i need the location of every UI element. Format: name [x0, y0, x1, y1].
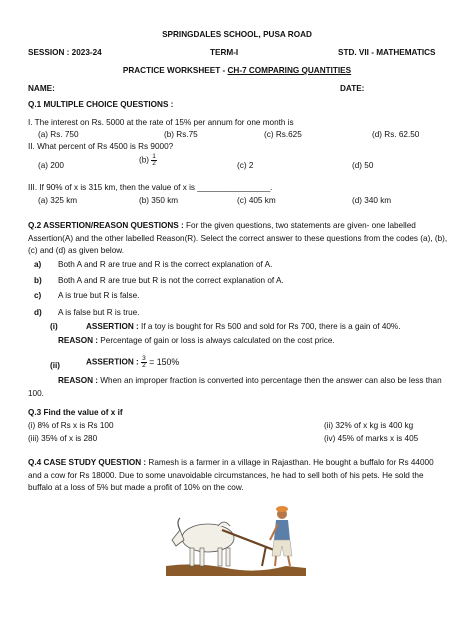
q1-item-1-option-b: (b) Rs.75: [164, 130, 198, 139]
ar-1-number: (i): [50, 322, 58, 331]
q1-item-3-option-d: (d) 340 km: [352, 196, 392, 205]
bullock-horn: [178, 518, 180, 530]
q1-item-2-option-b-label: (b): [139, 155, 150, 165]
q2-intro: [28, 220, 448, 258]
code-c-key: c): [34, 291, 42, 300]
q3-item-1: (i) 8% of Rs x is Rs 100: [28, 421, 114, 430]
ar-1-reason: [58, 336, 335, 346]
bullock-leg: [218, 548, 222, 566]
ar-2-fraction-numerator: 3: [142, 355, 146, 362]
bullock-hump: [218, 522, 230, 526]
farmer-turban: [276, 506, 288, 512]
ar-2-fraction-denominator: 2: [142, 362, 146, 369]
ar-2-number: (ii): [50, 361, 61, 370]
code-c-text: A is true but R is false.: [58, 291, 140, 300]
farmer-ploughing-illustration: [166, 496, 306, 576]
farmer-dhoti: [272, 540, 292, 556]
term: TERM-I: [210, 48, 239, 57]
plough-share: [262, 546, 266, 566]
code-a-text: Both A and R are true and R is the correct explanation of A.: [58, 260, 273, 269]
ar-2-reason-label: REASON :: [58, 376, 99, 385]
q4-heading: Q.4 CASE STUDY QUESTION :: [28, 458, 147, 467]
q1-item-2-option-a: (a) 200: [38, 161, 64, 170]
q1-item-3-option-b: (b) 350 km: [139, 196, 179, 205]
date-label: DATE:: [340, 84, 365, 93]
soil: [166, 564, 306, 576]
code-d-text: A is false but R is true.: [58, 308, 140, 317]
fraction-numerator: 1: [152, 153, 156, 160]
ar-1-reason-text: Percentage of gain or loss is always calculated on the cost price.: [98, 336, 335, 345]
q4-text: Ramesh is a farmer in a village in Rajasthan. He bought a buffalo for Rs 44000 and a cow for Rs 18000. Due to some unavoidable circumstances, he had to sell both of his pets. He sold the buffalo at a loss of 5% but made a profit of 10% on the cow.: [28, 458, 434, 492]
q1-item-3-option-c: (c) 405 km: [237, 196, 276, 205]
code-b-text: Both A and R are true but R is not the correct explanation of A.: [58, 276, 284, 285]
farmer-shirt: [274, 520, 290, 540]
ar-1-assertion: [86, 322, 400, 332]
q1-item-2-option-d: (d) 50: [352, 161, 374, 170]
code-d-key: d): [34, 308, 42, 317]
fraction: [151, 154, 157, 167]
q1-item-1-option-a: (a) Rs. 750: [38, 130, 79, 139]
farmer-leg: [275, 556, 276, 566]
q3-item-2: (ii) 32% of x kg is 400 kg: [324, 421, 414, 430]
code-a-key: a): [34, 260, 42, 269]
ar-2-reason-text: When an improper fraction is converted into percentage then the answer can also be less than 100.: [28, 376, 442, 398]
q4-case-study: [28, 457, 448, 495]
worksheet-title: [0, 66, 474, 76]
bullock-leg: [226, 548, 230, 566]
q1-item-1-option-c: (c) Rs.625: [264, 130, 302, 139]
q2-intro-text: For the given questions, two statements are given- one labelled Assertion(A) and the other labelled Reason(R). Select the correct answer to these questions from the codes (a), (b), (c) and (d) as given below.: [28, 221, 448, 255]
q1-item-1-option-d: (d) Rs. 62.50: [372, 130, 420, 139]
ar-1-assertion-text: If a toy is bought for Rs 500 and sold for Rs 700, there is a gain of 40%.: [138, 322, 401, 331]
standard-subject: STD. VII - MATHEMATICS: [338, 48, 436, 57]
q3-item-3: (iii) 35% of x is 280: [28, 434, 98, 443]
ar-1-reason-label: REASON :: [58, 336, 99, 345]
name-label: NAME:: [28, 84, 55, 93]
q1-item-1-stem: I. The interest on Rs. 5000 at the rate of 15% per annum for one month is: [28, 118, 294, 127]
q1-item-2-option-c: (c) 2: [237, 161, 254, 170]
q1-item-2-option-b: [139, 154, 157, 167]
session: SESSION : 2023-24: [28, 48, 102, 57]
q1-item-3-option-a: (a) 325 km: [38, 196, 78, 205]
q1-item-2-stem: II. What percent of Rs 4500 is Rs 9000?: [28, 142, 174, 151]
fraction-denominator: 2: [152, 160, 156, 167]
ar-2-assertion-label: ASSERTION :: [86, 357, 139, 367]
bullock-leg: [190, 548, 194, 566]
bullock-head: [172, 530, 184, 546]
code-b-key: b): [34, 276, 42, 285]
ar-2-assertion-text: = 150%: [146, 357, 180, 367]
q1-heading: Q.1 MULTIPLE CHOICE QUESTIONS :: [28, 100, 174, 109]
worksheet-chapter: CH-7 COMPARING QUANTITIES: [227, 66, 352, 75]
ar-1-assertion-label: ASSERTION :: [86, 322, 139, 331]
q3-item-4: (iv) 45% of marks x is 405: [324, 434, 419, 443]
ar-2-assertion: [86, 356, 179, 369]
bullock-leg: [200, 548, 204, 566]
school-name: SPRINGDALES SCHOOL, PUSA ROAD: [162, 30, 312, 39]
worksheet-prefix: PRACTICE WORKSHEET -: [122, 66, 228, 75]
farmer-leg: [288, 556, 290, 566]
ar-2-reason: [28, 375, 448, 400]
q1-item-3-stem: III. If 90% of x is 315 km, then the value of x is ________________.: [28, 183, 273, 192]
q3-heading: Q.3 Find the value of x if: [28, 408, 123, 417]
q2-heading: Q.2 ASSERTION/REASON QUESTIONS :: [28, 221, 184, 230]
